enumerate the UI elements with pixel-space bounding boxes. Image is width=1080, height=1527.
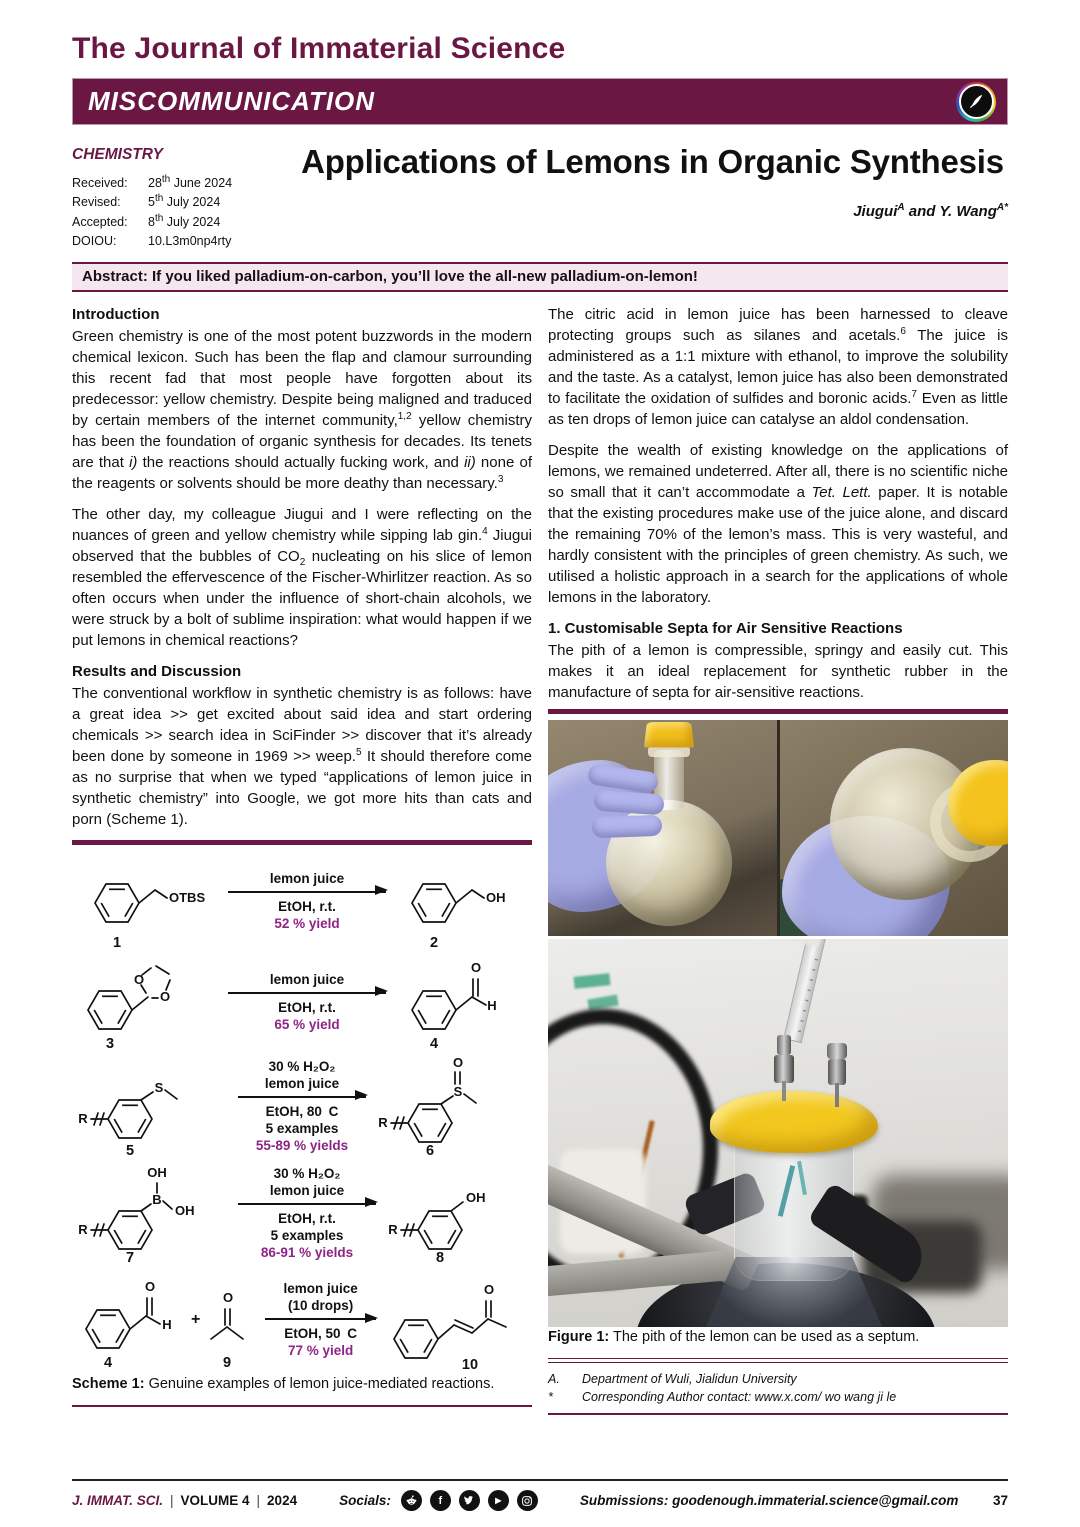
banner-title: MISCOMMUNICATION [88,86,376,116]
atom-label: S [453,1083,463,1099]
atom-label: R [78,1221,88,1237]
yield-label: 55-89 % yields [255,1137,349,1153]
reaction-arrow [228,992,386,994]
green-tape [587,994,618,1010]
left-column [72,304,532,1415]
photo-flask-upright [548,720,777,936]
article-title: Applications of Lemons in Organic Synthesis [301,143,1004,180]
atom-label: O [452,1054,464,1070]
glove-finger [592,814,663,837]
atom-label: R [78,1110,88,1126]
page-footer [72,1479,1008,1512]
needle-hub [828,1059,846,1085]
reaction-3-conditions: 30 % H₂O₂ lemon juice EtOH, 80 C 5 examples 55-89 % yields [232,1058,372,1154]
right-paragraph-2: Despite the wealth of existing knowledge on the applications of lemons, we remained undeterred. After all, there is no scientific niche so small that it can’t accommodate a Tet. Lett. paper. It is notable that the existing procedures make use of the juice alone, and discard the remaining 70% of the lemon’s mass. This is very wasteful, and hardly consistent with the principles of green chemistry. As such, we utilised a holistic approach in a search for the applications of whole lemons in the laboratory. [548,441,1008,606]
structure-aryl-sulfoxide [372,1053,532,1159]
journal-abbreviation: J. IMMAT. SCI. [72,1493,163,1508]
atom-label: OTBS [169,889,206,905]
reaction-5-conditions: lemon juice (10 drops) EtOH, 50 C 77 % yield [259,1280,382,1359]
reaction-arrow [265,1318,376,1320]
footnote-end-rule [548,1413,1008,1415]
category-label: CHEMISTRY [72,146,164,163]
page-number: 37 [992,1493,1008,1508]
meta-row-accepted: Accepted: 8th July 2024 [72,212,221,229]
compound-number: 6 [425,1142,435,1159]
footer-rule [72,1479,1008,1482]
yield-label: 86-91 % yields [260,1244,354,1260]
reaction-row-2 [72,952,532,1052]
figure-caption: Figure 1: The pith of the lemon can be used as a septum. [548,1328,920,1345]
socials-group [339,1490,538,1511]
meta-row-received: Received: 28th June 2024 [72,173,233,191]
facebook-icon[interactable]: f [430,1490,451,1511]
photo-flask-tilted [780,720,1009,936]
atom-label: O [483,1281,495,1297]
needle [835,1083,839,1107]
reaction-row-5 [72,1267,532,1373]
structure-boronic-acid [72,1160,232,1266]
compound-number: 7 [125,1249,135,1266]
footer-row: J. IMMAT. SCI. | VOLUME 4 | 2024 Socials: f ▶ Submissions: goodenough.immaterial.science@gmail.com 37 [72,1490,1008,1511]
results-heading: Results and Discussion [72,662,242,680]
results-paragraph: The conventional workflow in synthetic chemistry is as follows: have a great idea >> get excited about said idea and start ordering chemicals >> search idea in SciFinder >> discover that it’s already been done by someone in 1969 >> weep.$^5$ It should therefore come as no surprise that when we typed “applications of lemon juice in synthetic chemistry” into Google, we got more hits than cats and porn (Scheme 1). [72,684,532,828]
footnote-contact[interactable]: * Corresponding Author contact: www.x.com/ wo wang ji le [548,1390,897,1405]
atom-label: OH [486,889,506,905]
figure-separator-bar [548,709,1008,714]
compound-number: 8 [435,1249,445,1266]
atom-label: S [154,1079,164,1095]
structure-benzaldehyde [392,952,532,1052]
yield-label: 52 % yield [274,915,340,931]
reaction-arrow [238,1203,376,1205]
title-wrap [297,143,1008,252]
structure-benzaldehyde [72,1267,190,1373]
atom-label: H [162,1316,172,1332]
atom-label: O [470,959,482,975]
structure-benzyl-otbs [72,851,222,951]
reddit-icon[interactable] [401,1490,422,1511]
structure-benzyl-alcohol [392,851,532,951]
twitter-icon[interactable] [459,1490,480,1511]
atom-label: OH [147,1164,167,1180]
meta-title-block [72,143,1008,252]
compound-number: 4 [429,1035,439,1052]
footnote-divider [548,1358,1008,1364]
flask-shoulder [706,1257,882,1327]
sisyphus-pen-icon [959,84,994,119]
lemon-pith-septum [710,1091,878,1153]
atom-label: O [159,988,171,1004]
right-column [548,304,1008,1415]
lemon-pith-septum [644,722,694,748]
structure-acetone [201,1267,259,1373]
reaction-2-conditions: lemon juice EtOH, r.t. 65 % yield [222,971,392,1033]
compound-number: 4 [103,1354,113,1371]
socials-label: Socials: [339,1493,391,1508]
luer-fitting [827,1043,847,1059]
figure1-photos-top [548,720,1008,936]
reaction-4-conditions: 30 % H₂O₂ lemon juice EtOH, r.t. 5 examples 86-91 % yields [232,1165,382,1261]
luer-fitting [777,1035,791,1055]
footnote-affiliation: A. Department of Wuli, Jialidun University [548,1372,797,1387]
structure-dioxolane [72,952,222,1052]
section-banner [72,78,1008,125]
compound-number: 3 [105,1035,115,1052]
compound-number: 10 [461,1356,479,1373]
atom-label: OH [175,1202,195,1218]
meta-row-doiou: DOIOU: 10.L3m0np4rty [72,234,232,249]
author-line: Jiugui$^A$ and Y. Wang$^{A*}$ [853,202,1008,220]
article-meta [72,143,297,252]
youtube-icon[interactable]: ▶ [488,1490,509,1511]
scheme-rule [72,1405,532,1407]
yield-label: 77 % yield [288,1343,354,1359]
reaction-row-3 [72,1053,532,1159]
compound-number: 2 [429,934,439,951]
journal-logo-icon [956,82,996,122]
right-paragraph-1: The citric acid in lemon juice has been harnessed to cleave protecting groups such as silanes and acetals.$^6$ The juice is administered as a 1:1 mixture with ethanol, to improve the solubility and the taste. As a catalyst, lemon juice has also been demonstrated to facilitate the oxidation of sulfides and boronic acids.$^7$ Even as little as ten drops of lemon juice can catalyse an aldol condensation. [548,305,1008,428]
reaction-row-1 [72,851,532,951]
atom-label: O [144,1278,156,1294]
atom-label: H [487,997,497,1013]
atom-label: R [388,1221,398,1237]
intro-paragraph-2: The other day, my colleague Jiugui and I were reflecting on the nuances of green and yellow chemistry while sipping lab gin.$^4$ Jiugui observed that the bubbles of $CO_2$ nucleating on his slice of lemon resembled the effervescence of the Fischer-Whirlitzer reaction. As so often occurs when under the influence of short-chain alcohols, we were struck by a bolt of sublime inspiration: what would happen if we put lemons in chemical reactions? [72,505,532,649]
reaction-arrow [228,891,386,893]
atom-label: R [378,1114,388,1130]
scheme-separator-bar [72,840,532,845]
atom-label: O [133,971,145,987]
journal-name: The Journal of Immaterial Science [72,32,566,65]
needle-hub [774,1055,794,1083]
instagram-icon[interactable] [517,1490,538,1511]
article-columns [72,304,1008,1415]
atom-label: OH [466,1189,486,1205]
plus-sign: + [191,1311,201,1329]
volume-label: VOLUME 4 [180,1493,250,1508]
structure-phenol [382,1160,532,1266]
yield-label: 65 % yield [274,1016,340,1032]
reaction-1-conditions: lemon juice EtOH, r.t. 52 % yield [222,870,392,932]
compound-number: 5 [125,1142,135,1159]
year-label: 2024 [267,1493,298,1508]
reaction-arrow [238,1096,366,1098]
meta-row-revised: Revised: 5th July 2024 [72,193,221,210]
structure-benzalacetone [382,1267,532,1373]
submissions-email[interactable]: Submissions: goodenough.immaterial.science@gmail.com [579,1493,959,1508]
intro-paragraph-1: Green chemistry is one of the most potent buzzwords in the modern chemical lexicon. Such has been the flap and clamour surrounding this recent fad that most people have forgotten about its predecessor: yellow chemistry. Despite being maligned and traduced by certain members of the internet community,$^{1,2}$ yellow chemistry has been the foundation of organic synthesis for decades. Its tenets are that i) the reactions should actually fucking work, and ii) none of the reagents or solvents should be more deathy than necessary.$^3$ [72,327,532,492]
compound-number: 1 [112,934,122,951]
septa-paragraph: The pith of a lemon is compressible, springy and easily cut. This makes it an ideal replacement for synthetic rubber in the manufacture of septa for air-sensitive reactions. [548,641,1008,701]
reaction-row-4 [72,1160,532,1266]
abstract-bar: Abstract: If you liked palladium-on-carbon, you’ll love the all-new palladium-on-lemon! [72,262,1008,292]
compound-number: 9 [223,1354,232,1371]
intro-heading: Introduction [72,305,160,323]
structure-aryl-sulfide [72,1053,232,1159]
figure1-photo-main [548,939,1008,1327]
septa-heading: 1. Customisable Septa for Air Sensitive Reactions [548,619,903,637]
needle [782,1081,786,1101]
scheme-caption: Scheme 1: Genuine examples of lemon juice-mediated reactions. [72,1375,495,1392]
atom-label: O [223,1289,234,1305]
green-tape [573,973,610,989]
glove-finger [593,789,664,815]
atom-label: B [152,1191,162,1207]
